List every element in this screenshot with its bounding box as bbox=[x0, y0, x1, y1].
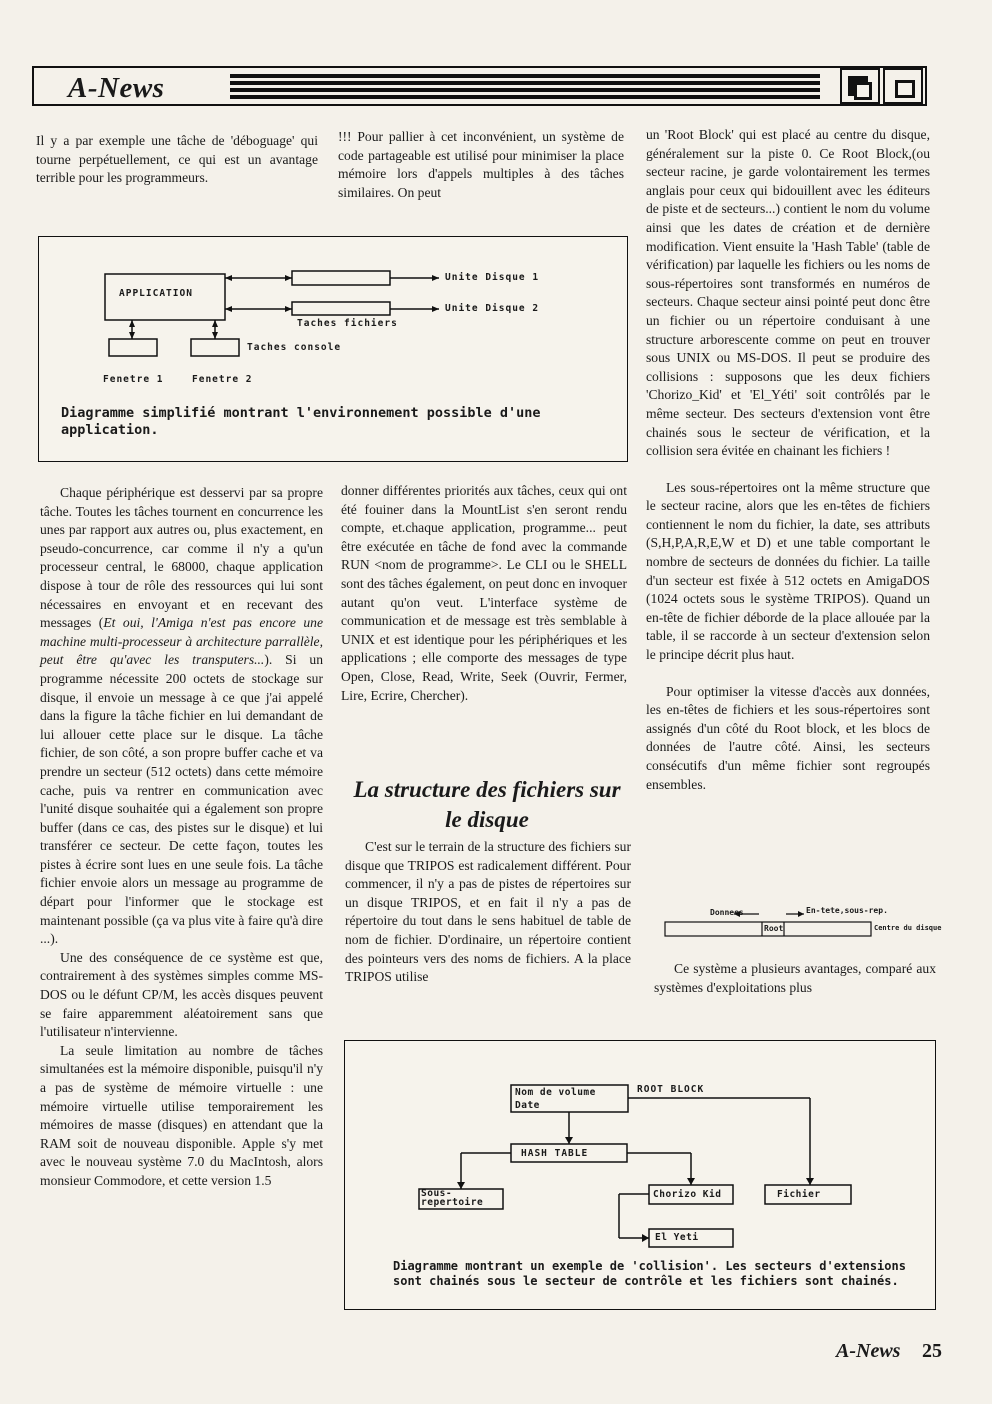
diagram-collision-caption: Diagramme montrant un exemple de 'collision'. Les secteurs d'extensions sont chainés sous le secteur de contrôle et les fichiers sont chainés. bbox=[393, 1259, 906, 1288]
taches-fichiers-label: Taches fichiers bbox=[297, 318, 398, 329]
unite-disque-1-label: Unite Disque 1 bbox=[445, 272, 540, 283]
window-1-box bbox=[109, 339, 157, 356]
fenetre-2-label: Fenetre 2 bbox=[192, 374, 253, 385]
header-stripes bbox=[230, 74, 820, 100]
file-task-box bbox=[292, 302, 390, 315]
unite-disque-2-label: Unite Disque 2 bbox=[445, 303, 540, 314]
fenetre-1-label: Fenetre 1 bbox=[103, 374, 164, 385]
diagram-collision bbox=[344, 1040, 936, 1310]
column-1-text: Chaque périphérique est desservi par sa propre tâche. Toutes les tâches tournent en concurrence les unes par rapport aux autres ou, plus exactement, en pseudo-concurrence, car comme il n'y a qu'un processeur central, le 68000, chaque application dispose à tour de rôle des ressources qui lui sont nécessaires en envoyant et en recevant des messages (Et oui, l'Amiga n'est pas encore une machine multi-processeur à architecture parrallèle, peut être qu'avec les transputers...). Si un programme nécessite 200 octets de stockage sur disque, il envoie un message à ce que j'ai appelé dans la figure la tâche fichier en lui demandant de lui allouer cette place sur le disque. La tâche fichier, de son côté, a son propre buffer cache et va prendre un secteur (512 octets) dans cette mémoire cache, puis va rentrer en communication avec l'unité disque souhaitée qui a également son propre buffer (dans ce cas, des pistes sur le disque) et lui transférer ce secteur. De cette façon, toutes les pistes à écrire sont lues en une seule fois. La tâche fichier envoie alors un message au programme de départ pour l'informer que le stockage est maintenant possible (ça va plus vite à faire qu'à dire ...). Une des conséquence de ce système est que, contrairement à des systèmes simples comme MS-DOS ou le défunt CP/M, les accès disques peuvent se faire apparemment aléatoirement sans que l'utilisateur n'intervienne. La seule limitation au nombre de tâches simultanées est la mémoire disponible, puisqu'il n'y a pas de système de mémoire virtuelle : une mémoire virtuelle utilise temporairement les mémoires de masse (disques) en attendant que la RAM soit de nouveau disponible. Apple s'y met avec le nouveau système 7.0 du MacIntosh, alors monsieur Commodore, et cette version 1.5 bbox=[40, 485, 323, 1188]
el-yeti-label: El Yeti bbox=[655, 1232, 699, 1243]
page-number: 25 bbox=[922, 1340, 942, 1362]
column-3-end-text: Ce système a plusieurs avantages, comparé aux systèmes d'exploitations plus bbox=[654, 961, 936, 995]
column-3-text: un 'Root Block' qui est placé au centre du disque, généralement sur la piste 0. Ce Root Block,(ou secteur racine, je garde volontairement les termes anglais pour ceux qui bidouillent avec les éditeurs de piste et de secteurs...) contient le nom du volume ainsi que les dates de création et de dernière modification. Vient ensuite la 'Hash Table' (table de vérification) par laquelle les fichiers ou les noms de sous-répertoires sont transformés en numéros de secteurs. Chaque secteur ainsi pointé peut donc être un fichier ou un répertoire conduisant à une structure arborescente comme on peut en trouver sous UNIX ou MS-DOS. Il peut se produire des collisions : supposons que les deux fichiers 'Chorizo_Kid' et 'El_Yéti' soit contrôlés par le même secteur. Des secteurs d'extension vont être chainés sous le secteur de vérification, et la collision sera évitée en chainant les fichiers ! Les sous-répertoires ont la même structure que le secteur racine, alors que les en-têtes de fichiers contiennent le nom du fichier, la date, ses attributs (S,H,P,A,R,E,W et D) et une table comportant le nombre de secteurs de données du fichier. La taille d'un secteur est fixée à 512 octets en AmigaDOS (1024 octets sous le système TRIPOS). Quand un en-tête de fichier déborde de la place allouée par la table, il se raccorde à un secteur d'extension selon le principe décrit plus haut. Pour optimiser la vitesse d'accès aux données, les en-têtes de fichiers et les sous-répertoires sont assignés d'un côté du Root block, et les blocs de données de l'autre côté. Ainsi, les secteurs consécutifs d'un même fichier sont regroupés ensembles. bbox=[646, 127, 930, 792]
hash-table-label: HASH TABLE bbox=[521, 1148, 589, 1159]
column-2-text: donner différentes priorités aux tâches, ceux qui ont été fouiner dans la MountList s'en seront rendu compte, et.chaque application, programme... peut être exécutée en tâche de fond avec la commande RUN <nom de programme>. Le CLI ou le SHELL sont des tâches également, on peut donc en invoquer autant qu'on veut. L'interface système de communication et de message est très semblable à UNIX et est identique pour les périphériques et les applications ; elle comporte des messages de type Open, Close, Read, Write, Seek (Ouvrir, Fermer, Lire, Ecrire, Chercher). bbox=[341, 483, 627, 703]
column-2-section-text: C'est sur le terrain de la structure des fichiers sur disque que TRIPOS est radicalement différent. Pour commencer, il n'y a pas de pistes de répertoires sur un disque TRIPOS, et en fait il n'y a pas de répertoire du tout dans le sens habituel de table de nom de fichier. D'ordinaire, un répertoire contient des pointeurs vers des noms de fichiers. A la place TRIPOS utilise bbox=[345, 839, 631, 985]
root-label: Root bbox=[764, 924, 784, 933]
diagram-environment bbox=[38, 236, 628, 462]
intro-text-col1: Il y a par exemple une tâche de 'déboguage' qui tourne perpétuellement, ce qui est un avantage terrible pour les programmeurs. bbox=[36, 133, 318, 186]
sous-repertoire-label: Sous-repertoire bbox=[421, 1188, 484, 1208]
donnees-label: Donnees bbox=[710, 908, 744, 917]
nom-volume-label: Nom de volume bbox=[515, 1087, 596, 1098]
diagram-environment-caption: Diagramme simplifié montrant l'environnement possible d'une application. bbox=[61, 405, 541, 438]
fichier-label: Fichier bbox=[777, 1189, 821, 1200]
date-label: Date bbox=[515, 1100, 540, 1111]
window-outline-icon bbox=[883, 68, 923, 104]
entete-label: En-tete,sous-rep. bbox=[806, 906, 888, 915]
window-logo-icon bbox=[840, 68, 880, 104]
magazine-title: A-News bbox=[68, 72, 165, 104]
footer-title: A-News bbox=[836, 1340, 901, 1362]
intro-text-col2: !!! Pour pallier à cet inconvénient, un système de code partageable est utilisé pour minimiser la place mémoire lors d'appels multiples à des tâches similaires. On peut bbox=[338, 129, 624, 200]
console-task-box bbox=[191, 339, 239, 356]
application-label: APPLICATION bbox=[119, 288, 193, 299]
disk-unit-1-box bbox=[292, 271, 390, 285]
disk-layout-diagram bbox=[664, 906, 942, 942]
section-heading: La structure des fichiers sur le disque bbox=[353, 777, 621, 832]
chorizo-kid-label: Chorizo Kid bbox=[653, 1189, 722, 1200]
centre-disque-label: Centre du disque bbox=[874, 924, 942, 932]
root-block-label: ROOT BLOCK bbox=[637, 1084, 705, 1095]
taches-console-label: Taches console bbox=[247, 342, 342, 353]
